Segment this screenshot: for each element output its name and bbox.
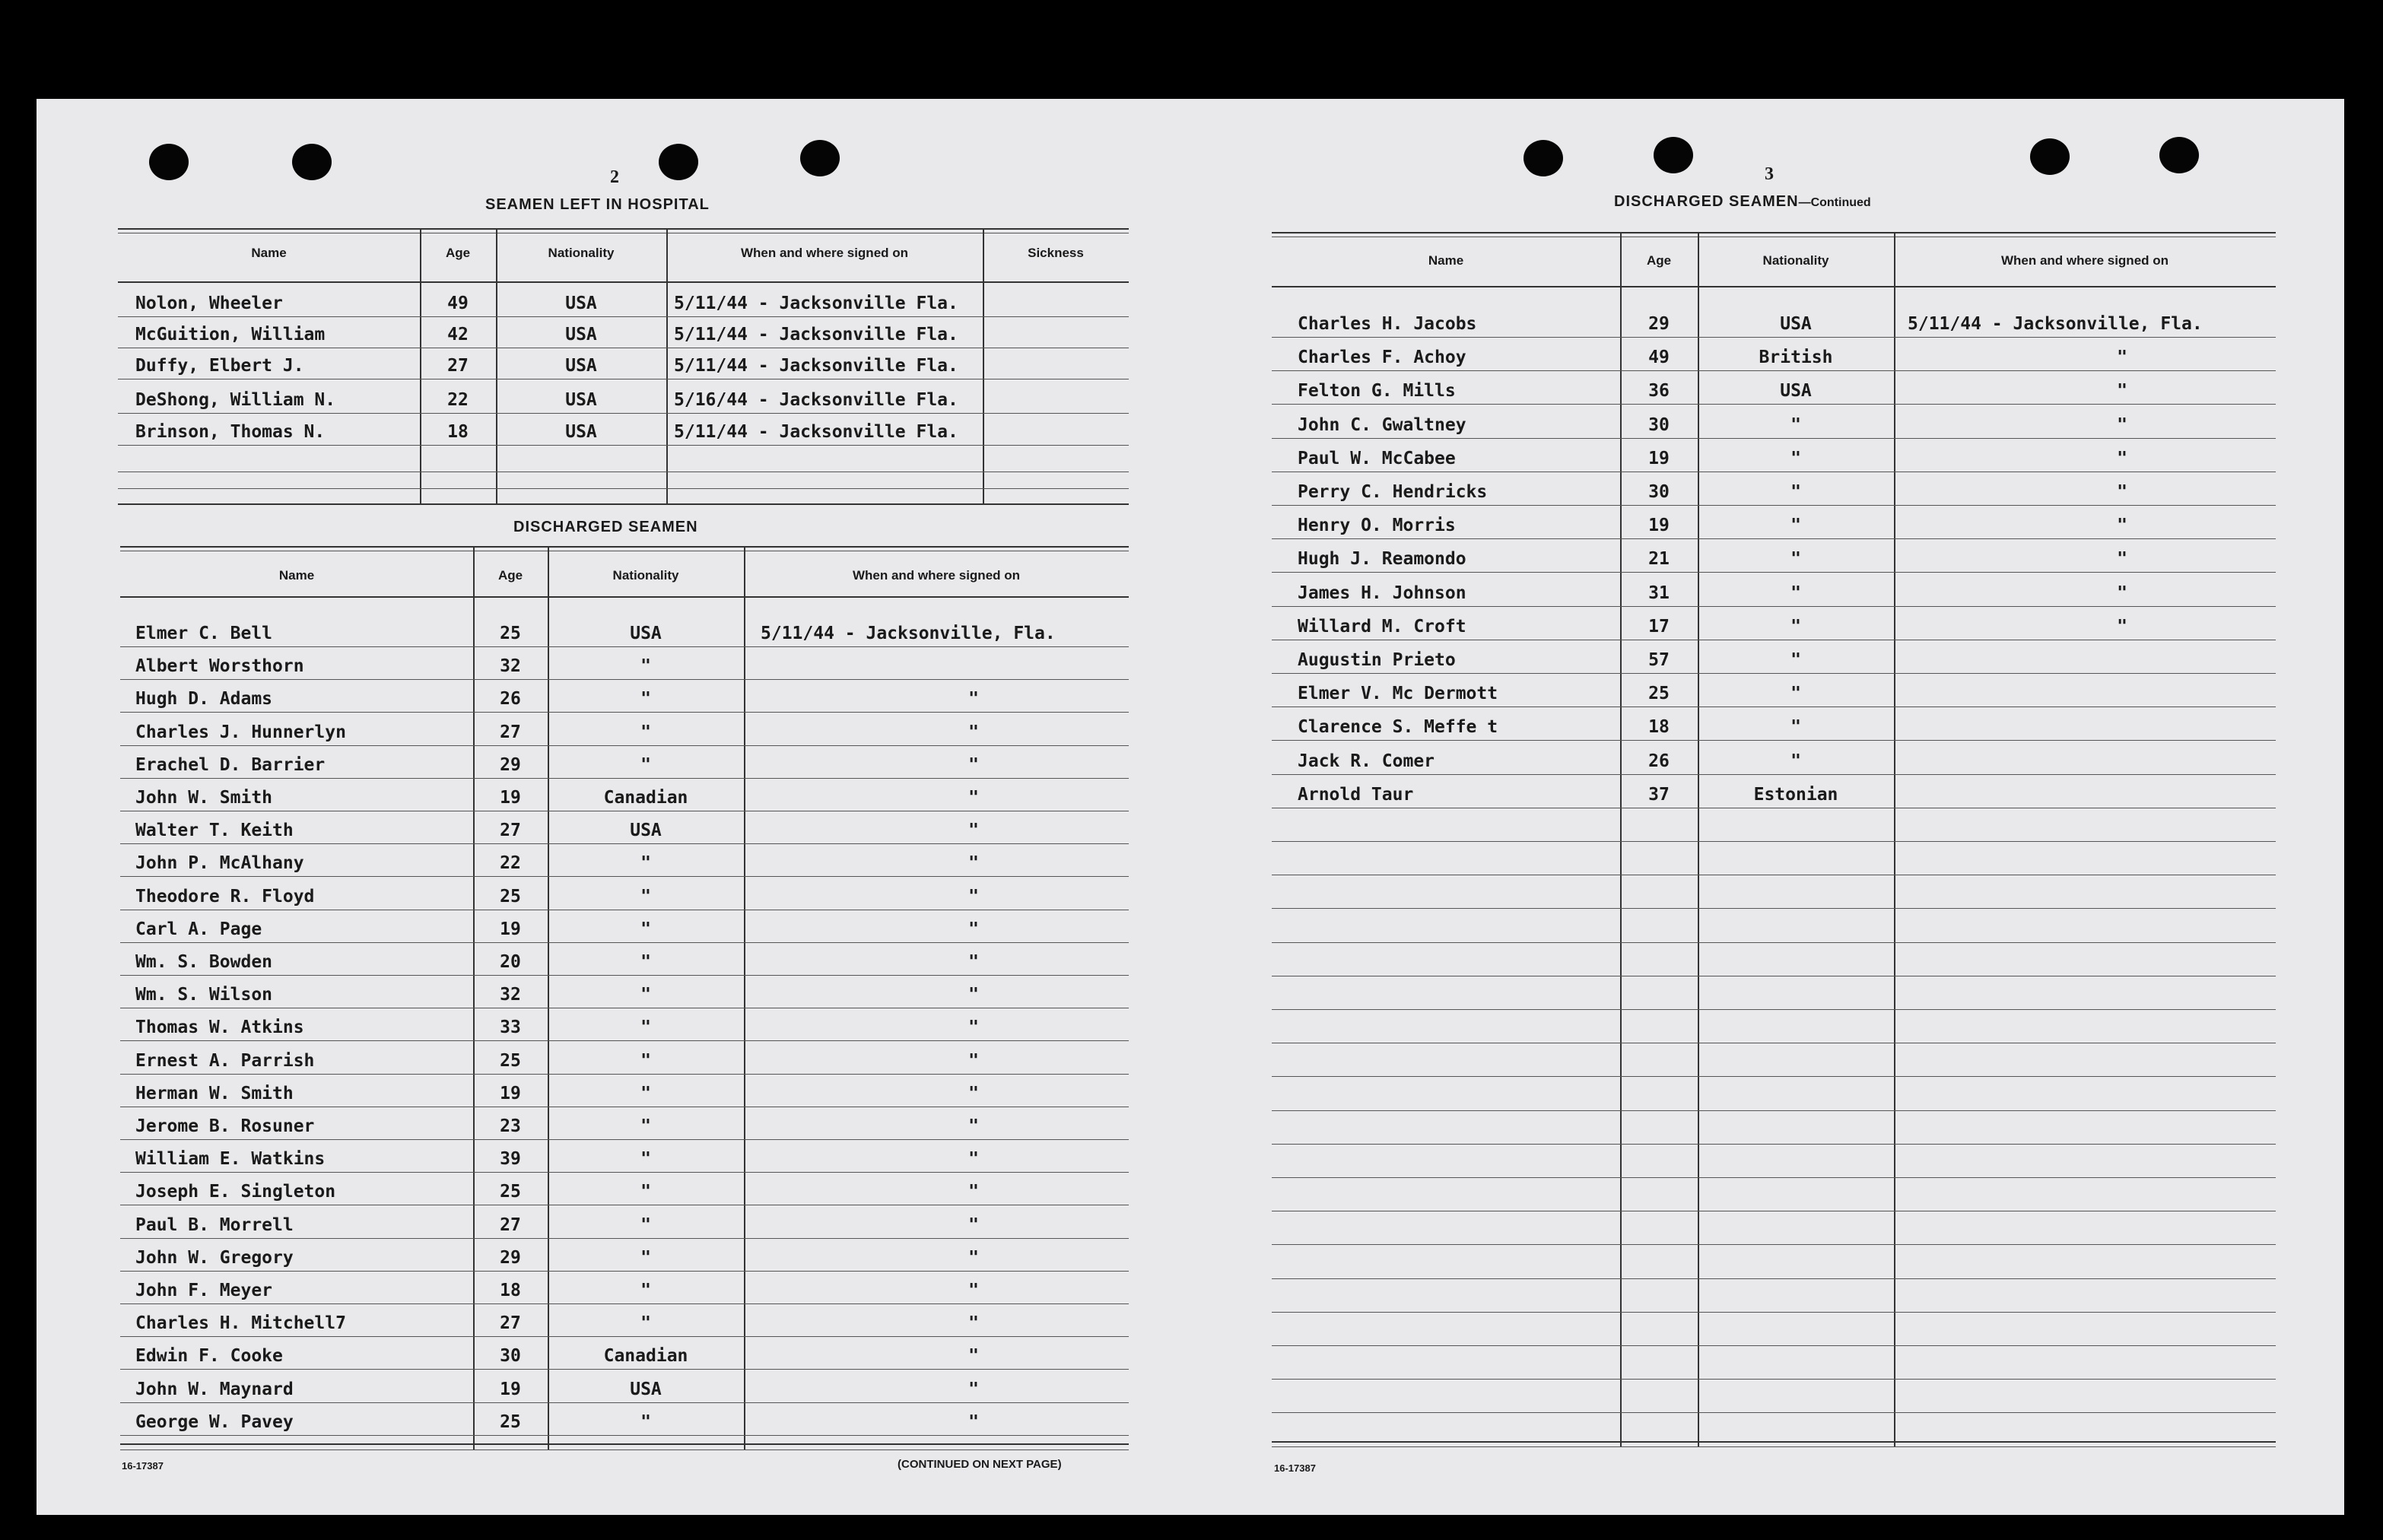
seaman-age: 20 [500,952,521,972]
row-rule [1272,841,2276,842]
seaman-name: Joseph E. Singleton [135,1182,336,1202]
seaman-name: Hugh J. Reamondo [1298,549,1466,569]
binder-hole [1654,137,1693,173]
seaman-name: Wm. S. Wilson [135,985,273,1005]
row-rule [120,876,1129,877]
hospital-signed-on: 5/11/44 - Jacksonville Fla. [674,294,958,313]
row-rule [1272,404,2276,405]
seaman-signed-on: " [2117,381,2127,401]
binder-hole [292,144,332,180]
seaman-age: 37 [1648,785,1670,805]
seaman-age: 49 [1648,348,1670,367]
hospital-age: 27 [447,356,469,376]
table-top-rule [120,546,1129,548]
row-rule [1272,1312,2276,1313]
row-rule [1272,1278,2276,1279]
seaman-nationality: USA [1780,314,1812,334]
row-rule [1272,740,2276,741]
hospital-nationality: USA [565,390,597,410]
row-rule [120,745,1129,746]
seaman-nationality: " [640,1182,651,1202]
hospital-signed-on: 5/16/44 - Jacksonville Fla. [674,390,958,410]
column-divider [744,546,745,1450]
row-rule [1272,908,2276,909]
hospital-nationality: USA [565,422,597,442]
seaman-signed-on: " [968,952,979,972]
binder-hole [1524,140,1563,176]
seaman-age: 26 [500,689,521,709]
seaman-name: Charles H. Mitchell7 [135,1313,346,1333]
table-bottom-rule [120,1443,1129,1445]
row-rule [1272,1345,2276,1346]
row-rule [1272,606,2276,607]
seaman-name: Erachel D. Barrier [135,755,326,775]
seaman-age: 33 [500,1018,521,1037]
seaman-nationality: " [640,1084,651,1103]
row-rule [1272,370,2276,371]
seaman-name: Paul B. Morrell [135,1215,294,1235]
seaman-signed-on: " [2117,516,2127,535]
discharged-header-0: Name [278,568,315,583]
seaman-age: 36 [1648,381,1670,401]
seaman-signed-on: " [968,1116,979,1136]
page-number: 2 [610,167,619,187]
discharged-section-title: DISCHARGED SEAMEN [513,519,698,535]
seaman-age: 17 [1648,617,1670,637]
hospital-header-4: Sickness [1028,246,1084,260]
seaman-name: Arnold Taur [1298,785,1414,805]
seaman-signed-on: " [2117,348,2127,367]
seaman-signed-on: " [2117,482,2127,502]
row-rule [120,975,1129,976]
row-rule [120,679,1129,680]
hospital-signed-on: 5/11/44 - Jacksonville Fla. [674,422,958,442]
seaman-name: William E. Watkins [135,1149,326,1169]
row-rule [120,1369,1129,1370]
row-rule [120,712,1129,713]
continued-header-1: Age [1646,253,1672,268]
hospital-age: 18 [447,422,469,442]
seaman-name: Carl A. Page [135,919,262,939]
seaman-nationality: British [1759,348,1833,367]
seaman-age: 30 [500,1346,521,1366]
row-rule [1272,673,2276,674]
binder-hole [659,144,698,180]
seaman-age: 19 [1648,516,1670,535]
table-bottom-rule [1272,1446,2276,1447]
seaman-age: 32 [500,656,521,676]
seaman-nationality: USA [1780,381,1812,401]
seaman-name: John W. Smith [135,788,273,808]
hospital-header-3: When and where signed on [740,246,909,260]
seaman-nationality: " [640,985,651,1005]
seaman-age: 25 [500,1412,521,1432]
seaman-name: Walter T. Keith [135,821,294,840]
seaman-nationality: USA [630,624,662,643]
seaman-nationality: " [1790,482,1801,502]
row-rule [1272,1244,2276,1245]
continued-note: (CONTINUED ON NEXT PAGE) [898,1458,1062,1471]
page-number: 3 [1765,164,1774,184]
seaman-nationality: " [1790,449,1801,468]
row-rule [120,1139,1129,1140]
form-number: 16-17387 [122,1460,164,1472]
continued-header-2: Nationality [1762,253,1829,268]
seaman-signed-on: " [2117,415,2127,435]
seaman-age: 29 [500,755,521,775]
seaman-name: Felton G. Mills [1298,381,1456,401]
seaman-age: 18 [500,1281,521,1300]
row-rule [120,1074,1129,1075]
seaman-age: 25 [500,1051,521,1071]
seaman-age: 32 [500,985,521,1005]
seaman-name: Elmer C. Bell [135,624,273,643]
continued-header-0: Name [1428,253,1464,268]
seaman-name: Jack R. Comer [1298,751,1435,771]
hospital-nationality: USA [565,294,597,313]
seaman-signed-on: " [968,1248,979,1268]
seaman-nationality: " [640,656,651,676]
seaman-name: Clarence S. Meffe t [1298,717,1498,737]
column-divider [1698,232,1699,1446]
column-divider [666,228,668,503]
seaman-age: 18 [1648,717,1670,737]
row-rule [1272,572,2276,573]
seaman-signed-on: " [2117,549,2127,569]
seaman-nationality: " [640,1018,651,1037]
seaman-signed-on: " [968,821,979,840]
ledger-sheet [37,99,2344,1515]
binder-hole [2030,138,2070,175]
row-rule [120,778,1129,779]
seaman-signed-on: " [968,1380,979,1399]
seaman-nationality: " [640,1248,651,1268]
row-rule [118,413,1129,414]
seaman-age: 27 [500,722,521,742]
seaman-name: Paul W. McCabee [1298,449,1456,468]
seaman-signed-on: " [968,722,979,742]
binder-hole [800,140,840,176]
seaman-nationality: " [1790,617,1801,637]
row-rule [120,1271,1129,1272]
header-rule [118,281,1129,283]
seaman-nationality: USA [630,821,662,840]
seaman-age: 25 [1648,684,1670,703]
seaman-age: 19 [500,1084,521,1103]
seaman-signed-on: " [2117,617,2127,637]
seaman-nationality: " [1790,751,1801,771]
seaman-name: Augustin Prieto [1298,650,1456,670]
row-rule [120,646,1129,647]
row-rule [1272,1110,2276,1111]
row-rule [1272,1076,2276,1077]
seaman-name: John C. Gwaltney [1298,415,1466,435]
row-rule [120,1402,1129,1403]
form-number: 16-17387 [1274,1462,1316,1474]
seaman-signed-on: " [2117,583,2127,603]
seaman-signed-on: " [968,1412,979,1432]
seaman-name: Willard M. Croft [1298,617,1466,637]
seaman-age: 23 [500,1116,521,1136]
seaman-name: John W. Maynard [135,1380,294,1399]
seaman-name: Albert Worsthorn [135,656,304,676]
hospital-header-2: Nationality [548,246,615,260]
seaman-name: Thomas W. Atkins [135,1018,304,1037]
seaman-signed-on: " [968,887,979,907]
seaman-signed-on: 5/11/44 - Jacksonville, Fla. [1908,314,2203,334]
seaman-name: John F. Meyer [135,1281,273,1300]
hospital-name: Nolon, Wheeler [135,294,283,313]
header-rule [120,596,1129,598]
hospital-header-1: Age [445,246,471,260]
hospital-name: Duffy, Elbert J. [135,356,304,376]
hospital-header-0: Name [251,246,287,260]
seaman-signed-on: " [968,1149,979,1169]
seaman-signed-on: " [968,788,979,808]
row-rule [1272,1379,2276,1380]
seaman-signed-on: " [968,1084,979,1103]
row-rule [1272,505,2276,506]
seaman-nationality: " [640,853,651,873]
seaman-age: 19 [1648,449,1670,468]
seaman-nationality: " [1790,415,1801,435]
hospital-name: DeShong, William N. [135,390,336,410]
hospital-nationality: USA [565,325,597,345]
row-rule [1272,538,2276,539]
seaman-signed-on: " [968,689,979,709]
seaman-age: 27 [500,1313,521,1333]
continued-header-3: When and where signed on [2000,253,2169,268]
seaman-nationality: " [1790,549,1801,569]
seaman-name: Herman W. Smith [135,1084,294,1103]
seaman-name: Wm. S. Bowden [135,952,273,972]
row-rule [120,843,1129,844]
seaman-signed-on: " [968,1346,979,1366]
seaman-age: 26 [1648,751,1670,771]
seaman-nationality: " [640,887,651,907]
seaman-signed-on: 5/11/44 - Jacksonville, Fla. [761,624,1056,643]
seaman-signed-on: " [968,985,979,1005]
row-rule [120,1238,1129,1239]
seaman-age: 25 [500,887,521,907]
binder-hole [2159,137,2199,173]
row-rule [118,445,1129,446]
hospital-name: Brinson, Thomas N. [135,422,326,442]
seaman-signed-on: " [968,1313,979,1333]
row-rule [1272,1144,2276,1145]
seaman-nationality: Canadian [603,1346,688,1366]
seaman-age: 19 [500,1380,521,1399]
seaman-nationality: " [1790,717,1801,737]
seaman-signed-on: " [968,1051,979,1071]
seaman-nationality: " [640,755,651,775]
seaman-name: Hugh D. Adams [135,689,273,709]
seaman-name: Elmer V. Mc Dermott [1298,684,1498,703]
row-rule [1272,337,2276,338]
hospital-age: 42 [447,325,469,345]
seaman-name: James H. Johnson [1298,583,1466,603]
column-divider [1894,232,1895,1446]
seaman-age: 25 [500,624,521,643]
table-bottom-rule [118,503,1129,505]
row-rule [120,1040,1129,1041]
seaman-nationality: " [640,1051,651,1071]
hospital-name: McGuition, William [135,325,326,345]
row-rule [120,1336,1129,1337]
seaman-nationality: " [640,1116,651,1136]
seaman-age: 30 [1648,482,1670,502]
column-divider [1620,232,1622,1446]
discharged-header-2: Nationality [612,568,679,583]
seaman-signed-on: " [968,919,979,939]
seaman-signed-on: " [968,1215,979,1235]
seaman-nationality: " [640,919,651,939]
seaman-signed-on: " [968,1018,979,1037]
seaman-nationality: " [1790,516,1801,535]
hospital-nationality: USA [565,356,597,376]
row-rule [120,942,1129,943]
row-rule [1272,1009,2276,1010]
seaman-signed-on: " [2117,449,2127,468]
seaman-age: 25 [500,1182,521,1202]
seaman-name: George W. Pavey [135,1412,294,1432]
seaman-name: Perry C. Hendricks [1298,482,1488,502]
row-rule [1272,942,2276,943]
seaman-nationality: " [1790,583,1801,603]
seaman-age: 27 [500,1215,521,1235]
seaman-nationality: " [1790,650,1801,670]
row-rule [120,1172,1129,1173]
seaman-age: 19 [500,919,521,939]
seaman-age: 21 [1648,549,1670,569]
binder-hole [149,144,189,180]
seaman-name: Jerome B. Rosuner [135,1116,315,1136]
discharged-header-1: Age [497,568,523,583]
hospital-section-title: SEAMEN LEFT IN HOSPITAL [485,196,710,213]
row-rule [1272,774,2276,775]
seaman-name: John P. McAlhany [135,853,304,873]
title-continued-suffix: —Continued [1798,196,1871,209]
header-rule [1272,286,2276,287]
row-rule [1272,1412,2276,1413]
seaman-nationality: " [640,722,651,742]
seaman-nationality: " [640,1281,651,1300]
seaman-name: Edwin F. Cooke [135,1346,283,1366]
row-rule [118,316,1129,317]
seaman-signed-on: " [968,853,979,873]
hospital-signed-on: 5/11/44 - Jacksonville Fla. [674,325,958,345]
discharged-continued-title [1614,193,1871,211]
title-text: DISCHARGED SEAMEN [1614,193,1799,210]
seaman-name: Charles J. Hunnerlyn [135,722,346,742]
hospital-age: 22 [447,390,469,410]
row-rule [120,1303,1129,1304]
row-rule [120,1435,1129,1436]
seaman-age: 27 [500,821,521,840]
seaman-nationality: " [640,1215,651,1235]
discharged-header-3: When and where signed on [852,568,1021,583]
hospital-signed-on: 5/11/44 - Jacksonville Fla. [674,356,958,376]
seaman-name: Charles F. Achoy [1298,348,1466,367]
seaman-age: 29 [1648,314,1670,334]
seaman-name: Henry O. Morris [1298,516,1456,535]
seaman-age: 29 [500,1248,521,1268]
seaman-name: Ernest A. Parrish [135,1051,315,1071]
seaman-name: Charles H. Jacobs [1298,314,1477,334]
seaman-age: 30 [1648,415,1670,435]
seaman-age: 22 [500,853,521,873]
seaman-age: 39 [500,1149,521,1169]
seaman-age: 19 [500,788,521,808]
seaman-nationality: " [1790,684,1801,703]
row-rule [1272,1177,2276,1178]
table-bottom-rule [1272,1441,2276,1443]
seaman-nationality: " [640,1149,651,1169]
seaman-age: 57 [1648,650,1670,670]
table-top-rule [1272,232,2276,233]
seaman-name: John W. Gregory [135,1248,294,1268]
seaman-nationality: " [640,1313,651,1333]
seaman-nationality: " [640,952,651,972]
seaman-nationality: " [640,689,651,709]
seaman-signed-on: " [968,755,979,775]
column-divider [983,228,984,503]
seaman-nationality: USA [630,1380,662,1399]
seaman-signed-on: " [968,1182,979,1202]
seaman-signed-on: " [968,1281,979,1300]
seaman-name: Theodore R. Floyd [135,887,315,907]
seaman-nationality: Estonian [1753,785,1838,805]
seaman-age: 31 [1648,583,1670,603]
row-rule [1272,438,2276,439]
hospital-age: 49 [447,294,469,313]
table-top-rule [118,228,1129,230]
seaman-nationality: " [640,1412,651,1432]
row-rule [118,488,1129,489]
row-rule [1272,706,2276,707]
seaman-nationality: Canadian [603,788,688,808]
